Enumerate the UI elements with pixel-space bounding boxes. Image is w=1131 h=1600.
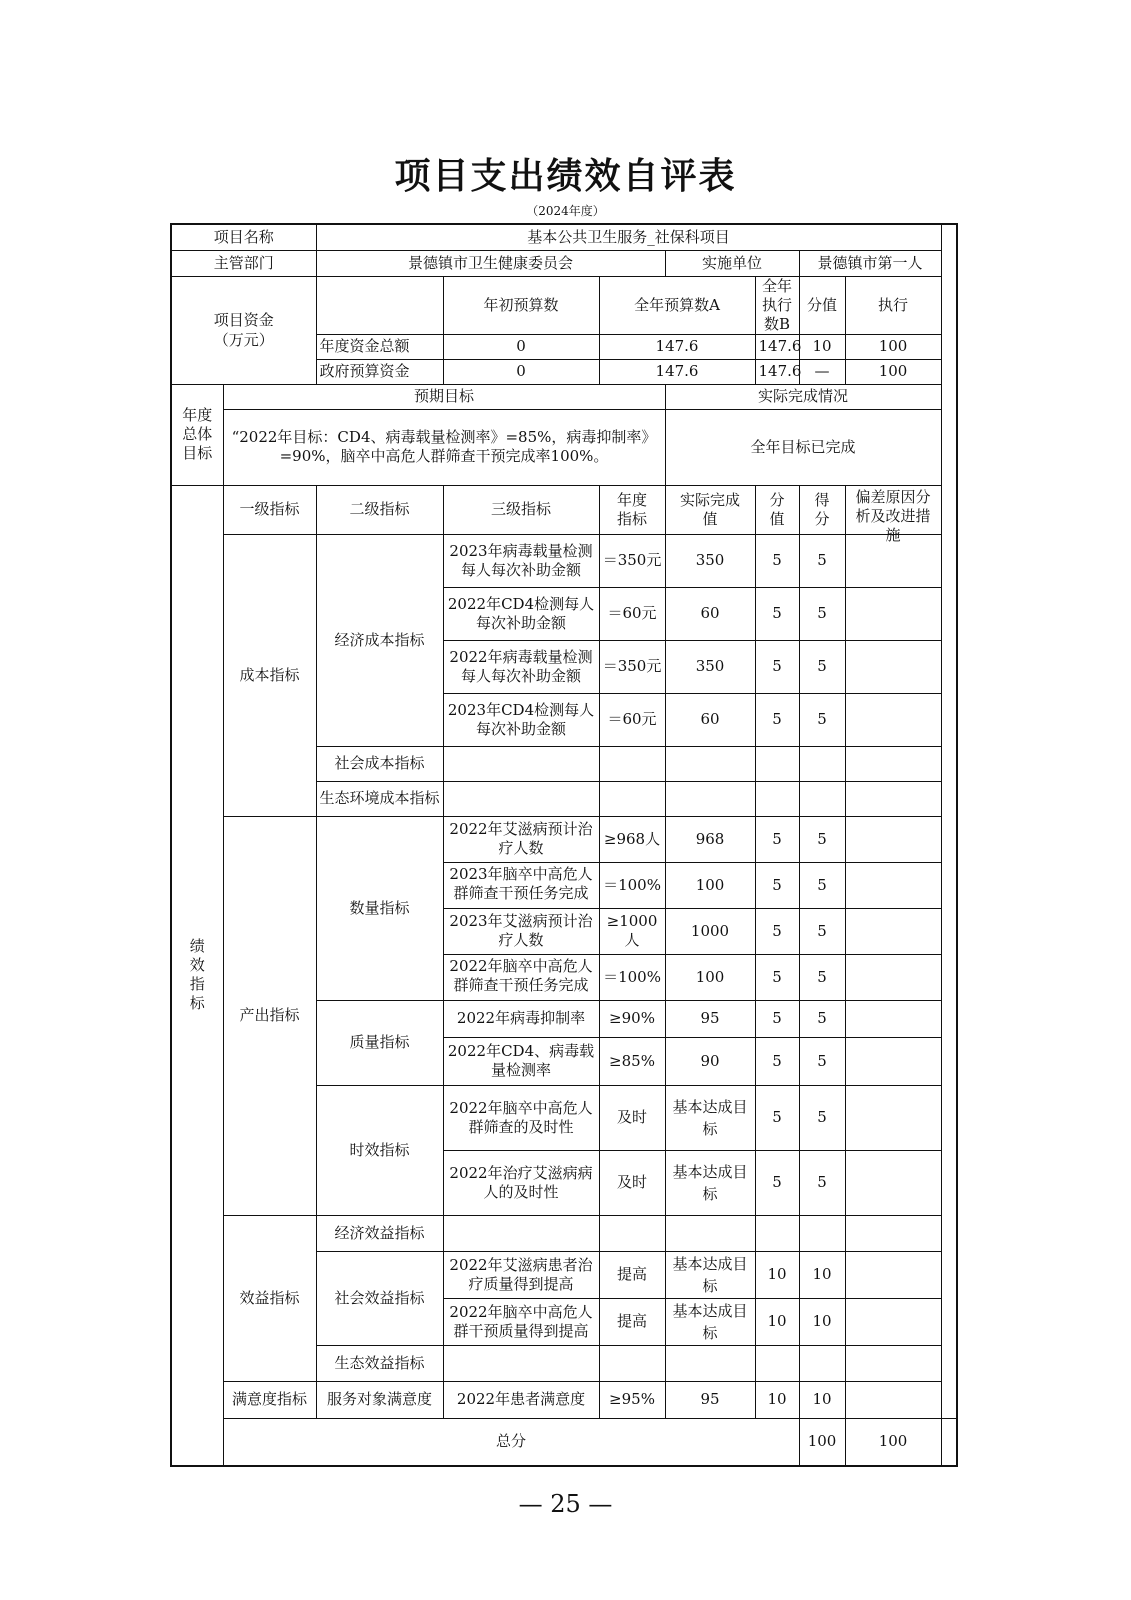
indicator-name: 2022年患者满意度 [443,1381,599,1418]
indicator-target: ≥968人 [599,816,665,862]
indicator-reason [845,1381,941,1418]
funds-gov-rate: 100 [845,359,941,384]
indicator-reason [845,1251,941,1298]
indicator-weight: 5 [755,954,799,1000]
indicator-reason [845,1037,941,1085]
indicator-score: 5 [799,1037,845,1085]
indicator-actual: 100 [665,862,755,908]
funds-gov-initial: 0 [443,359,599,384]
deviation-reason-header [845,485,941,544]
indicator-actual-text: 基本达成目标 [672,1301,748,1342]
page-number: — 25 — [518,1490,613,1518]
funds-gov-weight: — [799,359,845,384]
social-benefit-label: 社会效益指标 [316,1251,443,1345]
indicator-reason [845,1085,941,1150]
indicator-name-text: 2022年脑卒中高危人群筛查干预任务完成 [449,957,593,994]
indicator-actual [665,746,755,781]
indicator-actual-text: 基本达成目标 [672,1254,748,1295]
output-indicator-label: 产出指标 [223,816,316,1215]
indicator-target [599,781,665,816]
implementing-unit-value: 景德镇市第一人 [799,250,941,276]
indicator-actual: 968 [665,816,755,862]
indicator-weight: 5 [755,640,799,693]
indicator-name [443,781,599,816]
funds-header-budget: 全年预算数A [599,276,755,334]
performance-table [170,223,958,1467]
indicator-name: 2022年病毒载量检测每人每次补助金额 [443,640,599,693]
weight-header [755,485,799,534]
indicator-actual: 95 [665,1381,755,1418]
indicator-name [443,954,599,1000]
indicator-reason [845,1000,941,1037]
funds-label-text: 项目资金（万元） [213,311,274,349]
department-value: 景德镇市卫生健康委员会 [316,250,665,276]
indicator-row [171,1215,957,1251]
funds-header-rate: 执行 [845,276,941,334]
benefit-indicator-label: 效益指标 [223,1215,316,1381]
funds-total-name: 年度资金总额 [316,334,443,359]
indicator-actual [665,1251,755,1298]
total-label: 总分 [223,1418,799,1466]
indicator-name: 2022年艾滋病患者治疗质量得到提高 [443,1251,599,1298]
indicator-actual: 60 [665,693,755,746]
funds-total-rate: 100 [845,334,941,359]
total-score: 100 [845,1418,941,1466]
cost-indicator-label: 成本指标 [223,534,316,816]
indicator-score: 5 [799,862,845,908]
indicator-weight: 5 [755,816,799,862]
indicator-actual [665,1150,755,1215]
funds-total-initial: 0 [443,334,599,359]
indicator-reason [845,954,941,1000]
indicator-name [443,862,599,908]
project-name-value: 基本公共卫生服务_社保科项目 [316,224,941,250]
funds-header-exec: 全年执行数B [755,276,799,334]
funds-gov-name: 政府预算资金 [316,359,443,384]
indicator-target: 提高 [599,1298,665,1345]
indicator-target: ≥90% [599,1000,665,1037]
indicator-target: ＝350元 [599,534,665,587]
indicator-name: 2022年病毒抑制率 [443,1000,599,1037]
project-name-label: 项目名称 [171,224,316,250]
indicator-actual: 90 [665,1037,755,1085]
score-header [799,485,845,534]
annual-target-header-text: 年度指标 [617,490,648,528]
indicator-weight: 5 [755,908,799,954]
indicator-reason [845,1298,941,1345]
timeliness-indicator-label: 时效指标 [316,1085,443,1215]
indicator-weight: 5 [755,1150,799,1215]
indicator-actual-text: 基本达成目标 [672,1097,748,1138]
indicator-score: 5 [799,1150,845,1215]
level2-header: 二级指标 [316,485,443,534]
project-name-row [171,224,957,250]
econ-cost-label: 经济成本指标 [316,534,443,746]
indicator-reason [845,746,941,781]
level3-header: 三级指标 [443,485,599,534]
weight-header-text: 分值 [769,490,785,528]
funds-header-blank [316,276,443,334]
indicator-weight: 5 [755,587,799,640]
funds-header-row [171,276,957,334]
actual-value-header-text: 实际完成值 [680,490,741,528]
indicator-reason [845,587,941,640]
indicator-weight: 5 [755,534,799,587]
indicator-reason [845,640,941,693]
indicator-reason [845,781,941,816]
indicator-target: 及时 [599,1150,665,1215]
indicator-target [599,746,665,781]
indicator-score: 5 [799,534,845,587]
indicator-score [799,1215,845,1251]
actual-value-header [665,485,755,534]
service-satisfaction-label: 服务对象满意度 [316,1381,443,1418]
indicator-weight [755,1215,799,1251]
indicator-weight: 5 [755,862,799,908]
social-cost-label: 社会成本指标 [316,746,443,781]
indicator-actual [665,1345,755,1381]
eco-benefit-label: 生态效益指标 [316,1345,443,1381]
indicator-actual [665,1298,755,1345]
report-year: （2024年度） [526,204,605,218]
indicator-name: 2023年病毒载量检测每人每次补助金额 [443,534,599,587]
expected-goal-text: “2022年目标：CD4、病毒载量检测率》=85%，病毒抑制率》=90%，脑卒中高危人群筛查干预完成率100%。 [223,409,665,485]
indicator-actual [665,781,755,816]
performance-indicators-label [171,485,223,1466]
funds-header-initial: 年初预算数 [443,276,599,334]
indicator-actual: 95 [665,1000,755,1037]
indicator-score: 5 [799,816,845,862]
indicator-actual: 1000 [665,908,755,954]
indicator-target: 及时 [599,1085,665,1150]
indicator-weight [755,746,799,781]
indicator-name [443,1215,599,1251]
indicator-actual [665,1215,755,1251]
indicator-row [171,816,957,862]
indicator-actual: 350 [665,640,755,693]
funds-label [171,276,316,384]
indicator-weight [755,781,799,816]
page-title: 项目支出绩效自评表 [394,155,737,197]
indicator-weight: 10 [755,1251,799,1298]
indicator-score: 10 [799,1381,845,1418]
indicator-row [171,534,957,587]
indicator-name: 2022年艾滋病预计治疗人数 [443,816,599,862]
funds-gov-exec: 147.6 [755,359,799,384]
performance-indicators-label-text: 绩效指标 [189,937,205,1013]
satisfaction-indicator-label: 满意度指标 [223,1381,316,1418]
indicator-score: 10 [799,1251,845,1298]
indicator-target: ≥1000人 [599,908,665,954]
indicator-target: ＝350元 [599,640,665,693]
indicator-score: 10 [799,1298,845,1345]
total-weight: 100 [799,1418,845,1466]
annual-target-header [599,485,665,534]
indicator-score: 5 [799,587,845,640]
indicator-target: 提高 [599,1251,665,1298]
indicator-reason [845,1345,941,1381]
indicator-actual: 100 [665,954,755,1000]
indicator-name [443,1345,599,1381]
indicator-name: 2023年艾滋病预计治疗人数 [443,908,599,954]
indicator-name: 2022年CD4检测每人每次补助金额 [443,587,599,640]
level1-header: 一级指标 [223,485,316,534]
indicator-name-text: 2023年脑卒中高危人群筛查干预任务完成 [449,865,593,902]
indicator-reason [845,1150,941,1215]
indicator-actual [665,1085,755,1150]
implementing-unit-label: 实施单位 [665,250,799,276]
funds-header-weight: 分值 [799,276,845,334]
annual-goal-label [171,384,223,485]
indicator-score: 5 [799,954,845,1000]
department-row [171,250,957,276]
indicator-target: ≥95% [599,1381,665,1418]
score-header-text: 得分 [814,490,830,528]
indicator-target [599,1215,665,1251]
indicator-actual: 350 [665,534,755,587]
indicator-score: 5 [799,1000,845,1037]
indicator-row [171,1381,957,1418]
indicator-score: 5 [799,1085,845,1150]
funds-total-weight: 10 [799,334,845,359]
indicator-score [799,781,845,816]
indicator-reason [845,1215,941,1251]
funds-total-exec: 147.6 [755,334,799,359]
actual-completion-text: 全年目标已完成 [665,409,941,485]
indicator-target: ＝100% [599,954,665,1000]
quantity-indicator-label: 数量指标 [316,816,443,1000]
indicator-name: 2022年治疗艾滋病病人的及时性 [443,1150,599,1215]
indicator-weight: 5 [755,1085,799,1150]
indicator-target [599,1345,665,1381]
actual-completion-label: 实际完成情况 [665,384,941,409]
deviation-reason-header-text: 偏差原因分析及改进措施 [855,487,931,544]
indicator-weight: 10 [755,1298,799,1345]
indicator-header-row [171,485,957,534]
indicator-reason [845,693,941,746]
indicator-score [799,746,845,781]
goal-content-row [171,409,957,485]
indicator-target: ＝60元 [599,587,665,640]
indicator-weight [755,1345,799,1381]
indicator-score: 5 [799,693,845,746]
total-row [171,1418,957,1466]
indicator-target: ＝100% [599,862,665,908]
indicator-reason [845,816,941,862]
goal-header-row [171,384,957,409]
indicator-score: 5 [799,640,845,693]
indicator-score: 5 [799,908,845,954]
eco-cost-label: 生态环境成本指标 [316,781,443,816]
indicator-name [443,746,599,781]
indicator-weight: 5 [755,693,799,746]
annual-goal-label-text: 年度总体目标 [182,406,213,462]
indicator-name: 2022年CD4、病毒载量检测率 [443,1037,599,1085]
funds-gov-budget: 147.6 [599,359,755,384]
indicator-reason [845,908,941,954]
department-label: 主管部门 [171,250,316,276]
quality-indicator-label: 质量指标 [316,1000,443,1085]
indicator-target: ＝60元 [599,693,665,746]
indicator-score [799,1345,845,1381]
indicator-actual: 60 [665,587,755,640]
indicator-name: 2023年CD4检测每人每次补助金额 [443,693,599,746]
indicator-actual-text: 基本达成目标 [672,1162,748,1203]
indicator-weight: 10 [755,1381,799,1418]
total-reason [941,1418,957,1466]
indicator-weight: 5 [755,1000,799,1037]
indicator-name: 2022年脑卒中高危人群筛查的及时性 [443,1085,599,1150]
indicator-reason [845,862,941,908]
funds-total-budget: 147.6 [599,334,755,359]
indicator-weight: 5 [755,1037,799,1085]
indicator-name: 2022年脑卒中高危人群干预质量得到提高 [443,1298,599,1345]
indicator-target: ≥85% [599,1037,665,1085]
expected-goal-label: 预期目标 [223,384,665,409]
econ-benefit-label: 经济效益指标 [316,1215,443,1251]
